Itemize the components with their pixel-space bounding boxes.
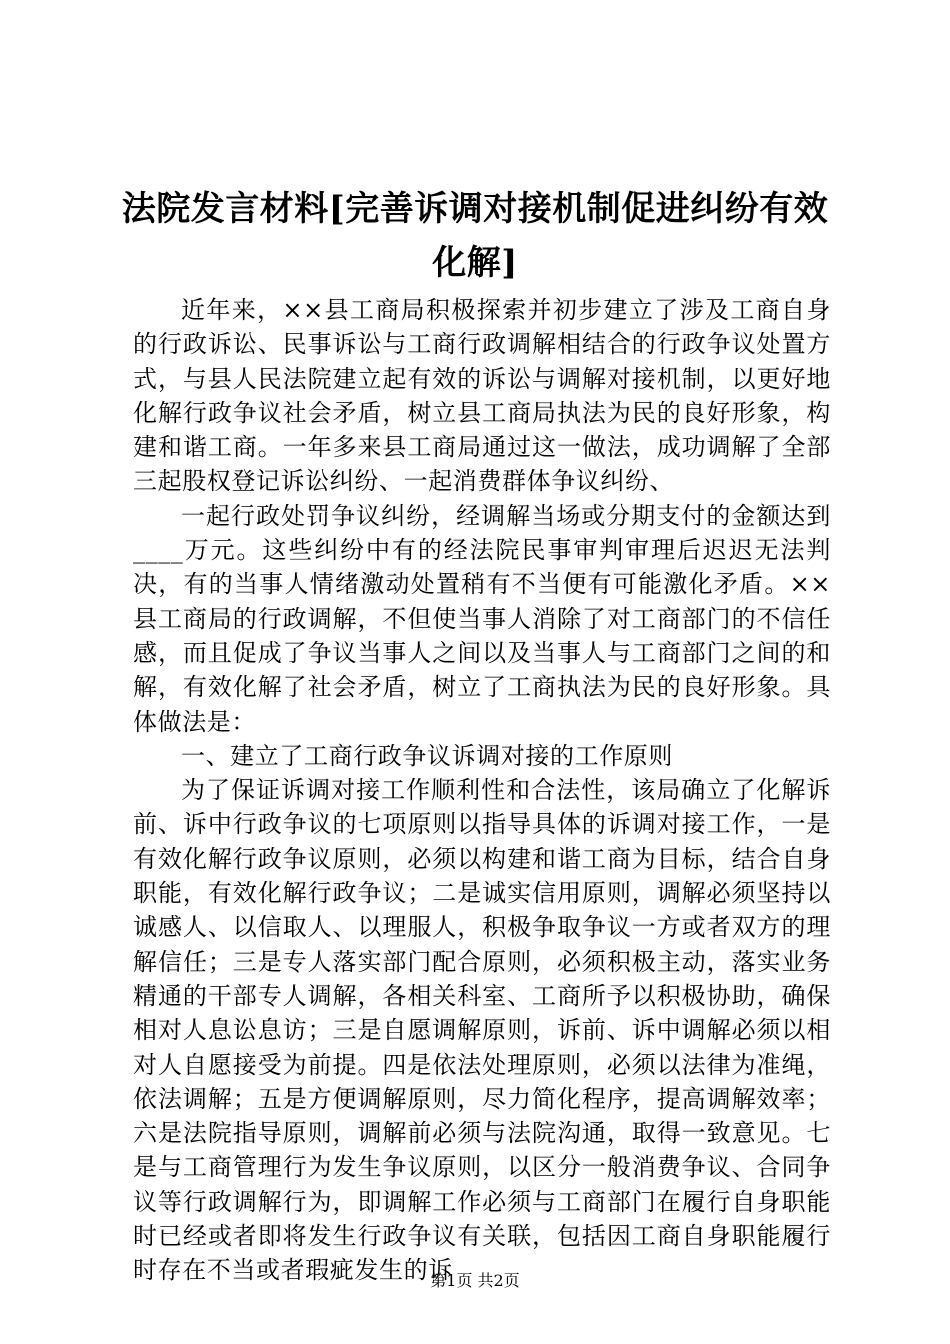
page-number-footer: 第1页 共2页 xyxy=(430,1271,520,1290)
document-title: 法院发言材料[完善诉调对接机制促进纠纷有效化解] xyxy=(121,189,829,283)
document-body xyxy=(133,293,831,1288)
section-heading-1: 一、建立了工商行政争议诉调对接的工作原则 xyxy=(181,741,673,770)
paragraph-intro: 近年来，××县工商局积极探索并初步建立了涉及工商自身的行政诉讼、民事诉讼与工商行政调解相结合的行政争议处置方式，与县人民法院建立起有效的诉讼与调解对接机制，以更好地化解行政争议社会矛盾，树立县工商局执法为民的良好形象，构建和谐工商。一年多来县工商局通过这一做法，成功调解了全部三起股权登记诉讼纠纷、一起消费群体争议纠纷、 xyxy=(133,296,831,496)
paragraph-principles: 为了保证诉调对接工作顺利性和合法性，该局确立了化解诉前、诉中行政争议的七项原则以指导具体的诉调对接工作，一是有效化解行政争议原则，必须以构建和谐工商为目标，结合自身职能，有效化解行政争议；二是诚实信用原则，调解必须坚持以诚感人、以信取人、以理服人，积极争取争议一方或者双方的理解信任；三是专人落实部门配合原则，必须积极主动，落实业务精通的干部专人调解，各相关科室、工商所予以积极协助，确保相对人息讼息访；三是自愿调解原则，诉前、诉中调解必须以相对人自愿接受为前提。四是依法处理原则，必须以法律为准绳，依法调解；五是方便调解原则，尽力简化程序，提高调解效率；六是法院指导原则，调解前必须与法院沟通，取得一致意见。七是与工商管理行为发生争议原则，以区分一般消费争议、合同争议等行政调解行为，即调解工作必须与工商部门在履行自身职能时已经或者即将发生行政争议有关联，包括因工商自身职能履行时存在不当或者瑕疵发生的诉 xyxy=(133,776,831,1285)
paragraph-results: 一起行政处罚争议纠纷，经调解当场或分期支付的金额达到____万元。这些纠纷中有的经法院民事审判审理后迟迟无法判决，有的当事人情绪激动处置稍有不当便有可能激化矛盾。××县工商局的行政调解，不但使当事人消除了对工商部门的不信任感，而且促成了争议当事人之间以及当事人与工商部门之间的和解，有效化解了社会矛盾，树立了工商执法为民的良好形象。具体做法是： xyxy=(133,501,831,736)
